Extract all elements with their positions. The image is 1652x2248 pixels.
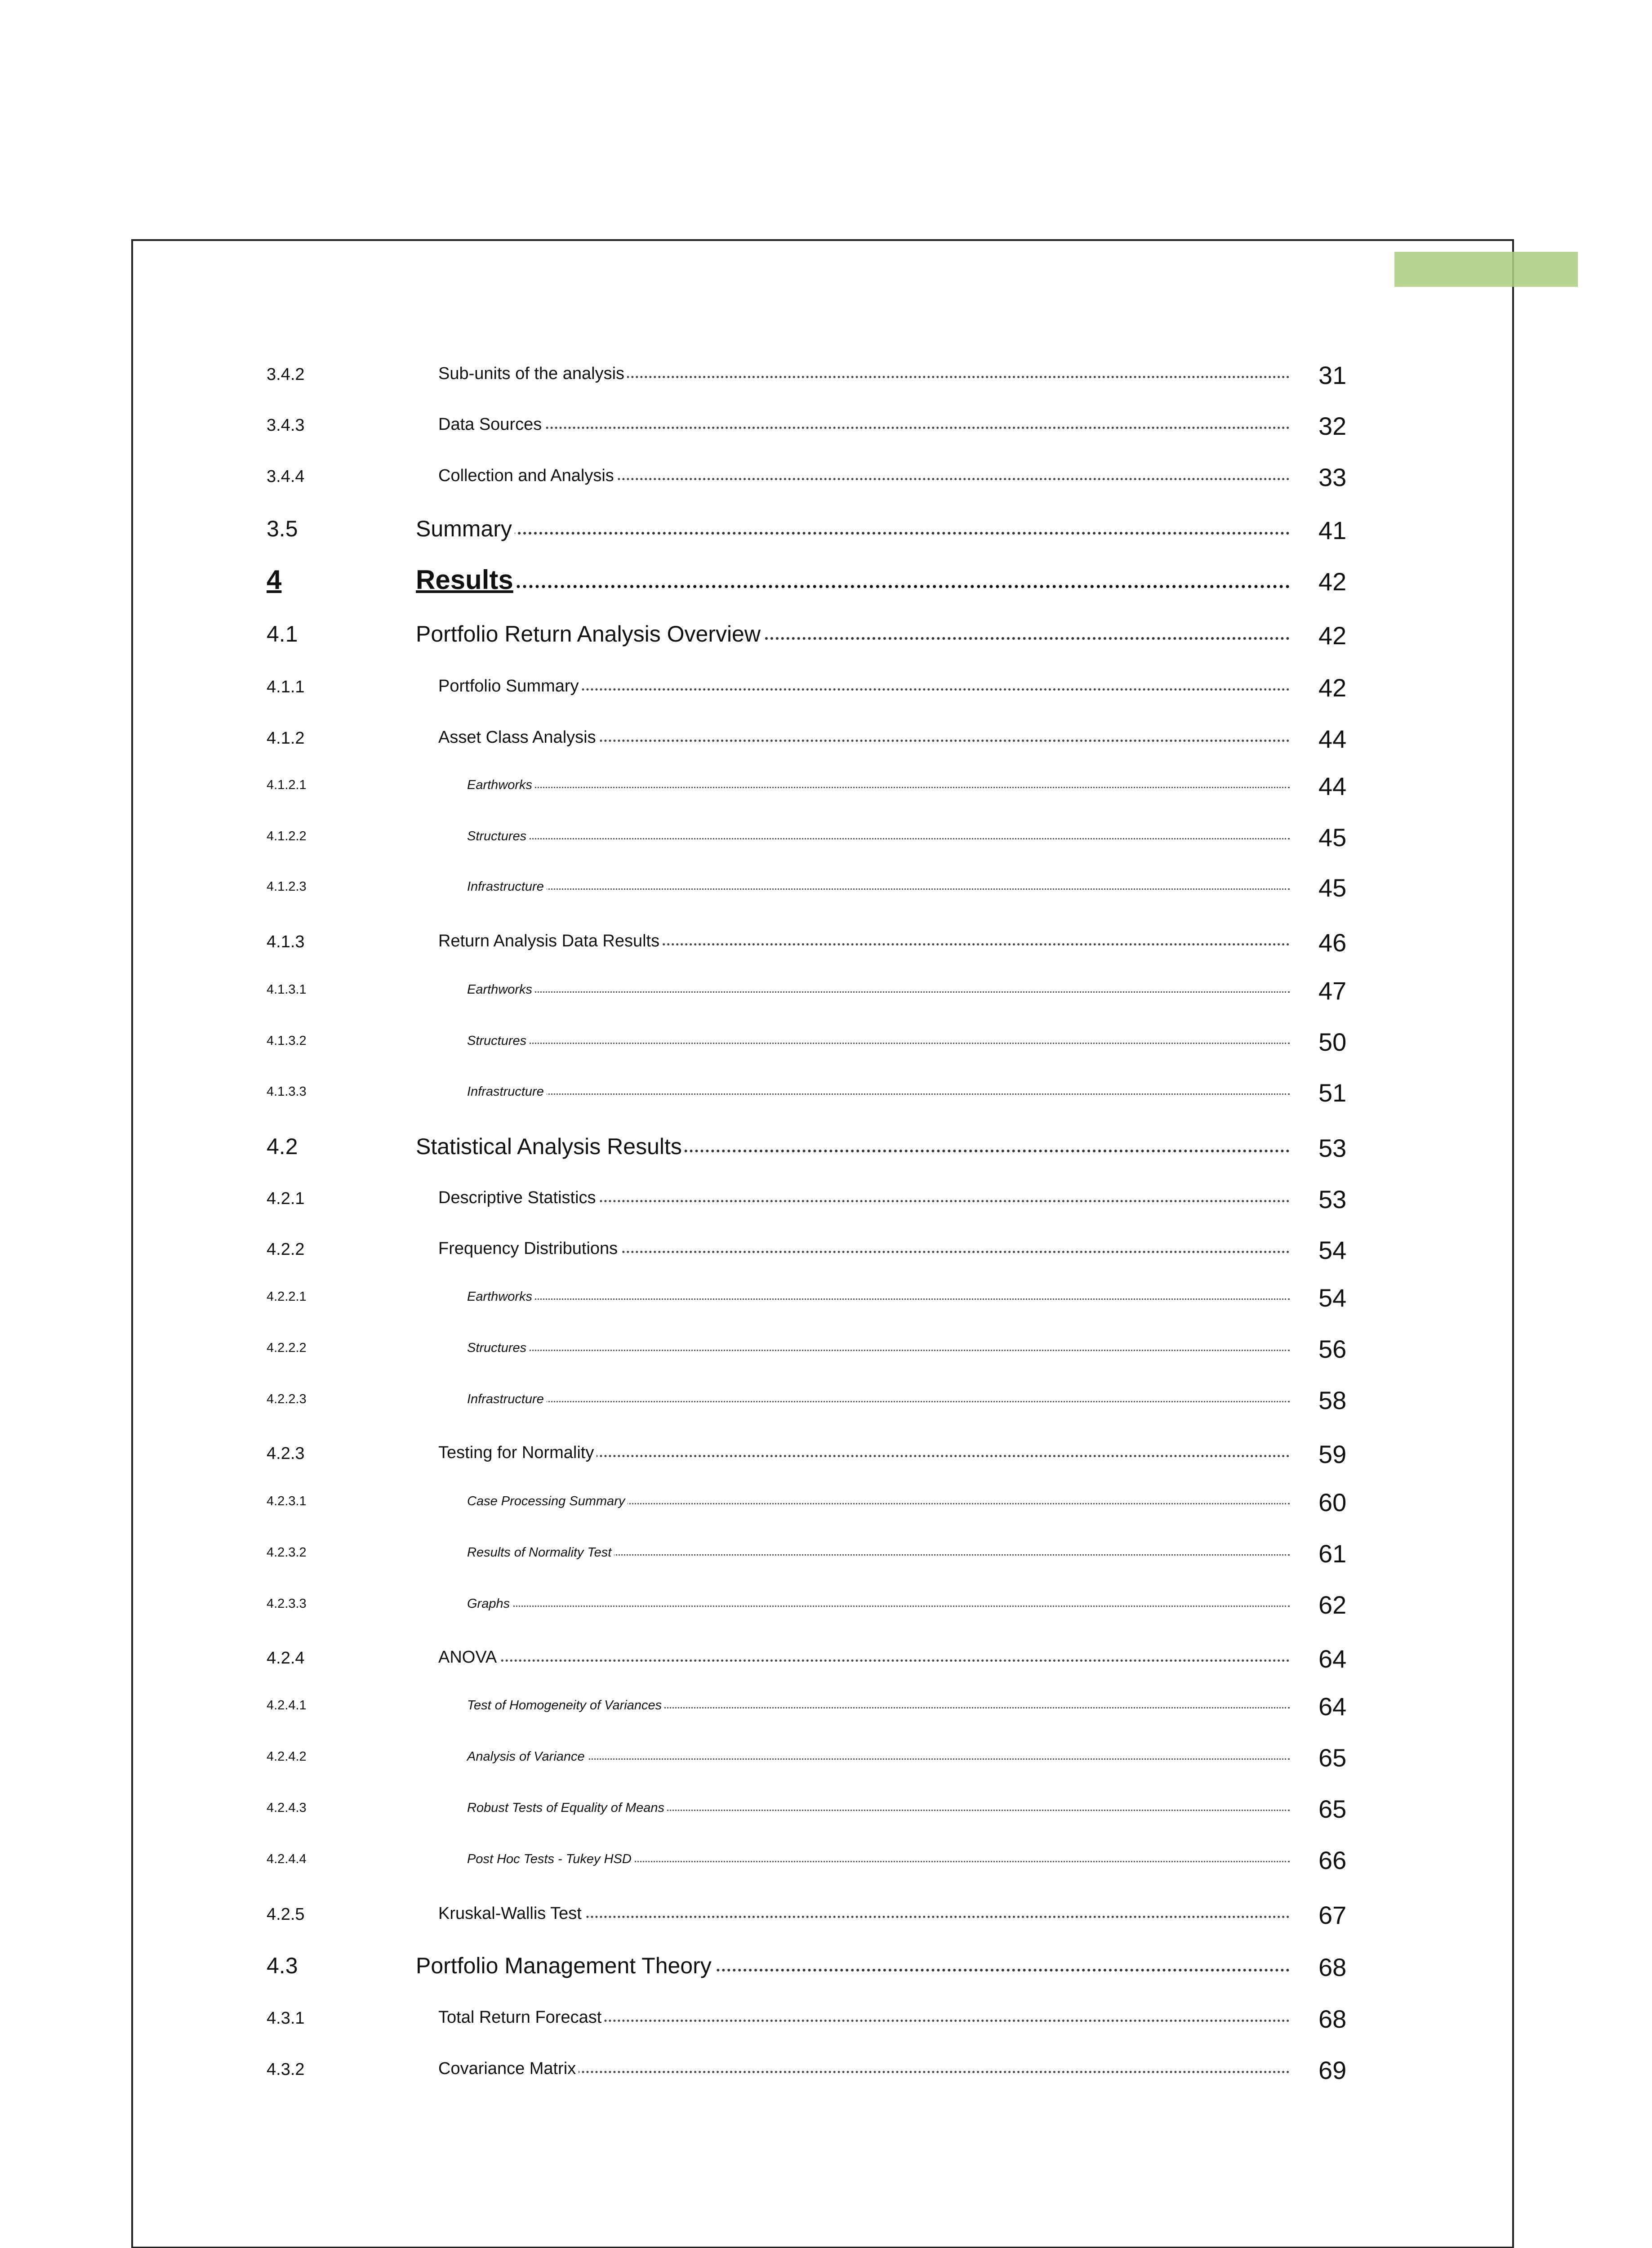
- toc-entry-page-number: 53: [1318, 1134, 1347, 1162]
- toc-entry-page-number: 44: [1318, 725, 1347, 753]
- toc-dot-leader: [467, 1298, 1290, 1300]
- toc-dot-leader: [467, 991, 1290, 993]
- toc-entry-number: 4: [267, 565, 282, 595]
- toc-entry-page-number: 53: [1318, 1185, 1347, 1213]
- toc-entry-number: 4.2: [267, 1134, 298, 1159]
- toc-entry-number: 4.1.3.1: [267, 982, 307, 997]
- toc-entry-number: 4.2.3: [267, 1444, 305, 1463]
- toc-dot-leader: [416, 585, 1290, 588]
- toc-entry-page-number: 44: [1318, 772, 1347, 800]
- toc-dot-leader: [467, 787, 1290, 788]
- toc-entry-number: 4.2.4.1: [267, 1698, 307, 1713]
- toc-entry-number: 3.4.2: [267, 365, 305, 384]
- toc-entry-number: 3.5: [267, 516, 298, 541]
- toc-entry-title: Analysis of Variance: [467, 1749, 588, 1764]
- toc-entry-page-number: 54: [1318, 1236, 1347, 1264]
- toc-entry-title: Sub-units of the analysis: [438, 364, 627, 384]
- toc-entry-title: Structures: [467, 1034, 529, 1048]
- toc-entry-number: 4.3: [267, 1953, 298, 1978]
- toc-entry-number: 4.1: [267, 621, 298, 647]
- toc-dot-leader: [467, 1350, 1290, 1351]
- toc-entry-page-number: 64: [1318, 1692, 1347, 1721]
- toc-entry-number: 4.1.2: [267, 729, 305, 748]
- toc-entry-number: 4.1.1: [267, 678, 305, 696]
- toc-entry-number: 4.2.2.3: [267, 1392, 307, 1406]
- toc-entry-title: Covariance Matrix: [438, 2059, 579, 2079]
- toc-entry-title: Infrastructure: [467, 1084, 547, 1099]
- toc-entry-number: 4.3.1: [267, 2009, 305, 2028]
- toc-entry-number: 4.1.2.2: [267, 829, 307, 843]
- toc-entry-page-number: 45: [1318, 874, 1347, 902]
- toc-entry-title: Test of Homogeneity of Variances: [467, 1698, 664, 1713]
- toc-entry-title: Frequency Distributions: [438, 1239, 620, 1258]
- toc-entry-page-number: 45: [1318, 823, 1347, 852]
- toc-entry-title: Statistical Analysis Results: [416, 1133, 685, 1160]
- toc-entry-page-number: 42: [1318, 674, 1347, 702]
- toc-entry-title: Structures: [467, 829, 529, 844]
- toc-entry-number: 4.1.3.2: [267, 1034, 307, 1048]
- toc-entry-title: Earthworks: [467, 1289, 535, 1304]
- toc-dot-leader: [467, 1093, 1290, 1095]
- toc-entry-page-number: 56: [1318, 1335, 1347, 1363]
- toc-entry-title: Collection and Analysis: [438, 466, 617, 486]
- toc-entry-title: Case Processing Summary: [467, 1494, 628, 1509]
- toc-entry-page-number: 50: [1318, 1028, 1347, 1056]
- toc-entry-page-number: 47: [1318, 977, 1347, 1005]
- toc-entry-page-number: 41: [1318, 516, 1347, 544]
- toc-entry-title: Earthworks: [467, 778, 535, 793]
- toc-entry-page-number: 66: [1318, 1846, 1347, 1874]
- toc-entry-number: 4.1.3.3: [267, 1084, 307, 1099]
- toc-entry-number: 4.2.2.2: [267, 1341, 307, 1355]
- toc-dot-leader: [467, 838, 1290, 839]
- toc-entry-page-number: 54: [1318, 1284, 1347, 1312]
- toc-entry-title: Post Hoc Tests - Tukey HSD: [467, 1852, 634, 1867]
- toc-entry-number: 4.2.2.1: [267, 1289, 307, 1304]
- toc-entry-page-number: 59: [1318, 1440, 1347, 1468]
- toc-entry-page-number: 67: [1318, 1901, 1347, 1929]
- toc-entry-title: Testing for Normality: [438, 1443, 597, 1463]
- toc-entry-title: Summary: [416, 516, 515, 542]
- toc-entry-page-number: 64: [1318, 1645, 1347, 1673]
- toc-entry-title: Return Analysis Data Results: [438, 932, 662, 951]
- toc-entry-page-number: 58: [1318, 1386, 1347, 1414]
- toc-entry-number: 4.3.2: [267, 2060, 305, 2079]
- toc-entry-title: Portfolio Management Theory: [416, 1953, 714, 1979]
- toc-entry-page-number: 42: [1318, 621, 1347, 650]
- toc-entry-page-number: 33: [1318, 463, 1347, 491]
- toc-entry-number: 4.2.1: [267, 1189, 305, 1208]
- toc-entry-page-number: 42: [1318, 567, 1347, 596]
- toc-entry-title: Asset Class Analysis: [438, 728, 599, 747]
- toc-entry-page-number: 32: [1318, 412, 1347, 440]
- toc-entry-number: 4.2.4: [267, 1649, 305, 1668]
- toc-entry-page-number: 46: [1318, 928, 1347, 957]
- toc-entry-title: Graphs: [467, 1597, 512, 1611]
- toc-entry-title: Descriptive Statistics: [438, 1188, 599, 1208]
- toc-entry-title: ANOVA: [438, 1648, 499, 1667]
- toc-entry-title: Earthworks: [467, 982, 535, 997]
- toc-entry-number: 4.1.2.3: [267, 879, 307, 894]
- toc-entry-number: 4.2.3.3: [267, 1597, 307, 1611]
- toc-entry-page-number: 31: [1318, 361, 1347, 389]
- toc-entry-number: 4.2.4.2: [267, 1749, 307, 1764]
- toc-dot-leader: [467, 1043, 1290, 1044]
- toc-entry-page-number: 61: [1318, 1539, 1347, 1568]
- toc-entry-title: Portfolio Return Analysis Overview: [416, 621, 763, 647]
- toc-dot-leader: [416, 532, 1290, 535]
- toc-entry-number: 3.4.3: [267, 416, 305, 435]
- toc-dot-leader: [467, 888, 1290, 890]
- toc-entry-number: 4.2.3.1: [267, 1494, 307, 1508]
- toc-entry-number: 4.2.5: [267, 1905, 305, 1924]
- toc-entry-page-number: 69: [1318, 2056, 1347, 2084]
- toc-entry-number: 4.2.3.2: [267, 1545, 307, 1560]
- toc-entry-page-number: 62: [1318, 1591, 1347, 1619]
- toc-entry-page-number: 68: [1318, 2005, 1347, 2033]
- toc-entry-title: Infrastructure: [467, 879, 547, 894]
- toc-dot-leader: [467, 1606, 1290, 1607]
- toc-dot-leader: [438, 1659, 1290, 1662]
- toc-entry-page-number: 51: [1318, 1079, 1347, 1107]
- toc-entry-number: 4.2.4.3: [267, 1801, 307, 1815]
- toc-entry-title: Results of Normality Test: [467, 1545, 614, 1560]
- toc-entry-title: Robust Tests of Equality of Means: [467, 1801, 667, 1815]
- toc-dot-leader: [467, 1401, 1290, 1402]
- toc-entry-title: Structures: [467, 1341, 529, 1356]
- toc-entry-title: Kruskal-Wallis Test: [438, 1904, 584, 1923]
- toc-entry-number: 4.1.3: [267, 932, 305, 951]
- toc-dot-leader: [438, 427, 1290, 429]
- toc-entry-title: Portfolio Summary: [438, 677, 582, 696]
- toc-entry-title: Infrastructure: [467, 1392, 547, 1407]
- toc-entry-title: Data Sources: [438, 415, 544, 434]
- toc-entry-title: Results: [416, 564, 516, 595]
- toc-dot-leader: [467, 1758, 1290, 1760]
- toc-entry-number: 4.2.2: [267, 1240, 305, 1259]
- toc-entry-page-number: 68: [1318, 1953, 1347, 1981]
- toc-entry-page-number: 65: [1318, 1795, 1347, 1823]
- toc-entry-number: 4.1.2.1: [267, 778, 307, 792]
- toc-entry-page-number: 60: [1318, 1488, 1347, 1517]
- toc-entry-number: 4.2.4.4: [267, 1852, 307, 1866]
- toc-entry-title: Total Return Forecast: [438, 2008, 604, 2027]
- toc-entry-page-number: 65: [1318, 1744, 1347, 1772]
- toc-entry-number: 3.4.4: [267, 467, 305, 486]
